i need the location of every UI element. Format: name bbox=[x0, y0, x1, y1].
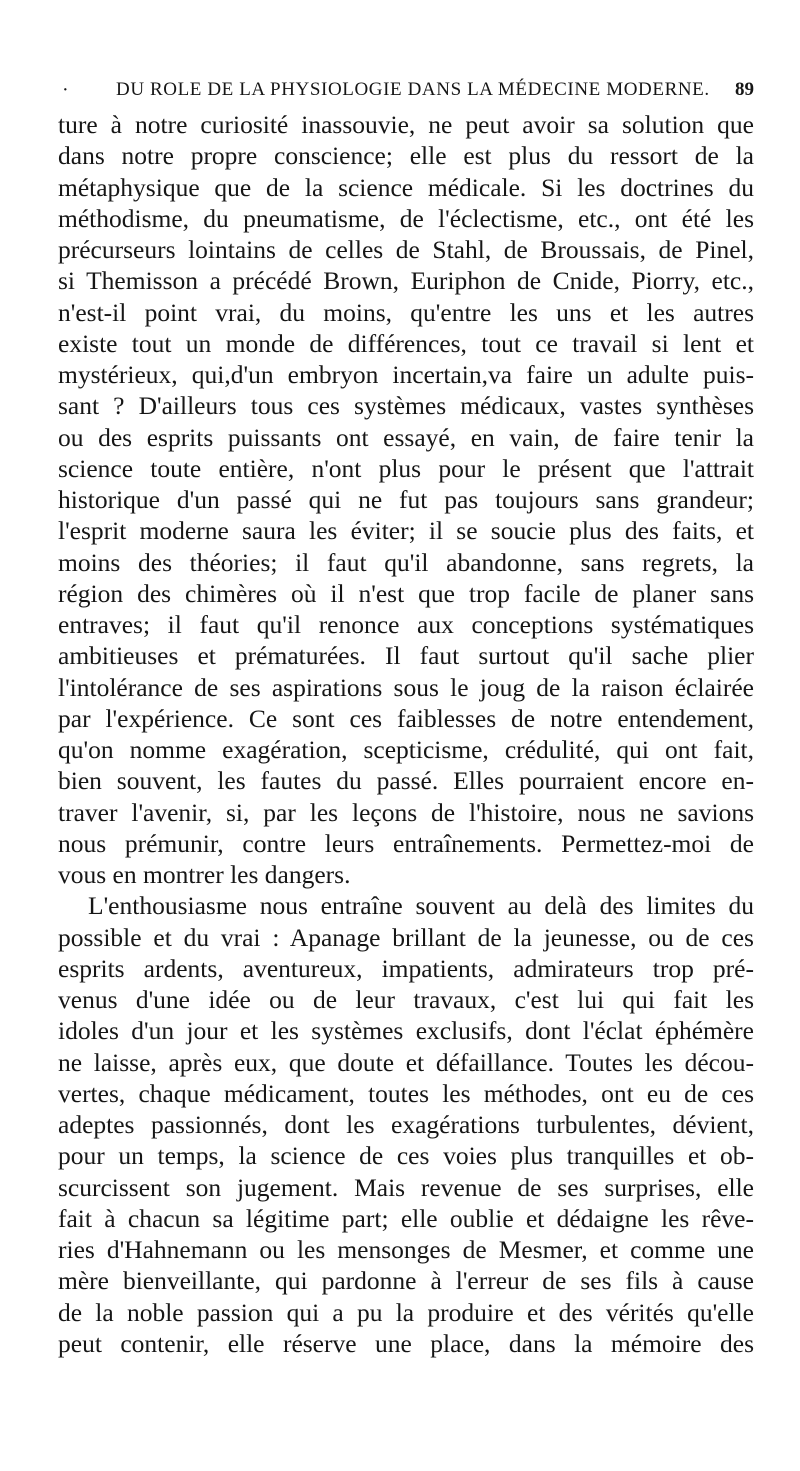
text-line: méthodisme, du pneumatisme, de l'éclectisme, etc., ont été les bbox=[58, 203, 754, 233]
text-line: dans notre propre conscience; elle est plus du ressort de la bbox=[58, 141, 754, 171]
text-line: l'intolérance de ses aspirations sous le joug de la raison éclairée bbox=[58, 672, 754, 702]
text-line: de la noble passion qui a pu la produire et des vérités qu'elle bbox=[58, 1297, 754, 1327]
text-line: bien souvent, les fautes du passé. Elles pourraient encore en- bbox=[58, 766, 754, 796]
text-line: vertes, chaque médicament, toutes les méthodes, ont eu de ces bbox=[58, 1078, 754, 1108]
paragraph-end-line: vous en montrer les dangers. bbox=[58, 860, 351, 889]
text-line: n'est-il point vrai, du moins, qu'entre les uns et les autres bbox=[58, 297, 754, 327]
running-head bbox=[62, 78, 754, 102]
text-line: esprits ardents, aventureux, impatients, admirateurs trop pré- bbox=[58, 953, 754, 983]
text-line: science toute entière, n'ont plus pour le présent que l'attrait bbox=[58, 453, 754, 483]
text-line: nous prémunir, contre leurs entraînements. Permettez-moi de bbox=[58, 828, 754, 858]
text-line: historique d'un passé qui ne fut pas toujours sans grandeur; bbox=[58, 485, 754, 514]
text-line: ne laisse, après eux, que doute et défaillance. Toutes les décou- bbox=[58, 1047, 754, 1077]
text-line: adeptes passionnés, dont les exagérations turbulentes, dévient, bbox=[58, 1110, 754, 1139]
text-line: sant ? D'ailleurs tous ces systèmes médicaux, vastes synthèses bbox=[58, 391, 754, 421]
text-line: précurseurs lointains de celles de Stahl, de Broussais, de Pinel, bbox=[58, 235, 754, 264]
text-line: peut contenir, elle réserve une place, dans la mémoire des bbox=[58, 1328, 754, 1358]
text-line: si Themisson a précédé Brown, Euriphon de Cnide, Piorry, etc., bbox=[58, 266, 754, 296]
text-line: métaphysique que de la science médicale. Si les doctrines du bbox=[58, 172, 754, 202]
text-line: existe tout un monde de différences, tout ce travail si lent et bbox=[58, 328, 754, 358]
running-head-dot: · bbox=[62, 79, 69, 101]
text-line: par l'expérience. Ce sont ces faiblesses de notre entendement, bbox=[58, 703, 754, 733]
text-line: ou des esprits puissants ont essayé, en vain, de faire tenir la bbox=[58, 422, 754, 452]
text-line: mystérieux, qui,d'un embryon incertain,va faire un adulte puis- bbox=[58, 360, 754, 389]
text-line: venus d'une idée ou de leur travaux, c'est lui qui fait les bbox=[58, 985, 754, 1014]
paragraph-start-line: L'enthousiasme nous entraîne souvent au delà des limites du bbox=[88, 891, 754, 921]
text-line: qu'on nomme exagération, scepticisme, crédulité, qui ont fait, bbox=[58, 735, 754, 764]
text-line: moins des théories; il faut qu'il abandonne, sans regrets, la bbox=[58, 547, 754, 577]
text-line: région des chimères où il n'est que trop facile de planer sans bbox=[58, 578, 754, 608]
text-line: fait à chacun sa légitime part; elle oublie et dédaigne les rêve- bbox=[58, 1203, 754, 1233]
text-line: pour un temps, la science de ces voies plus tranquilles et ob- bbox=[58, 1141, 754, 1171]
text-line: traver l'avenir, si, par les leçons de l'histoire, nous ne savions bbox=[58, 797, 754, 827]
text-line: ture à notre curiosité inassouvie, ne peut avoir sa solution que bbox=[58, 110, 754, 139]
text-line: entraves; il faut qu'il renonce aux conceptions systématiques bbox=[58, 610, 754, 639]
text-line: possible et du vrai : Apanage brillant de la jeunesse, ou de ces bbox=[58, 922, 754, 952]
text-line: l'esprit moderne saura les éviter; il se soucie plus des faits, et bbox=[58, 516, 754, 546]
text-line: ambitieuses et prématurées. Il faut surtout qu'il sache plier bbox=[58, 641, 754, 671]
text-line: ries d'Hahnemann ou les mensonges de Mesmer, et comme une bbox=[58, 1235, 754, 1264]
body-text bbox=[58, 109, 754, 1359]
running-head-title: DU ROLE DE LA PHYSIOLOGIE DANS LA MÉDECINE MODERNE. bbox=[116, 79, 710, 100]
page-number: 89 bbox=[735, 79, 754, 100]
text-line: mère bienveillante, qui pardonne à l'erreur de ses fils à cause bbox=[58, 1266, 754, 1296]
text-line: idoles d'un jour et les systèmes exclusifs, dont l'éclat éphémère bbox=[58, 1016, 754, 1046]
text-line: scurcissent son jugement. Mais revenue de ses surprises, elle bbox=[58, 1172, 754, 1202]
